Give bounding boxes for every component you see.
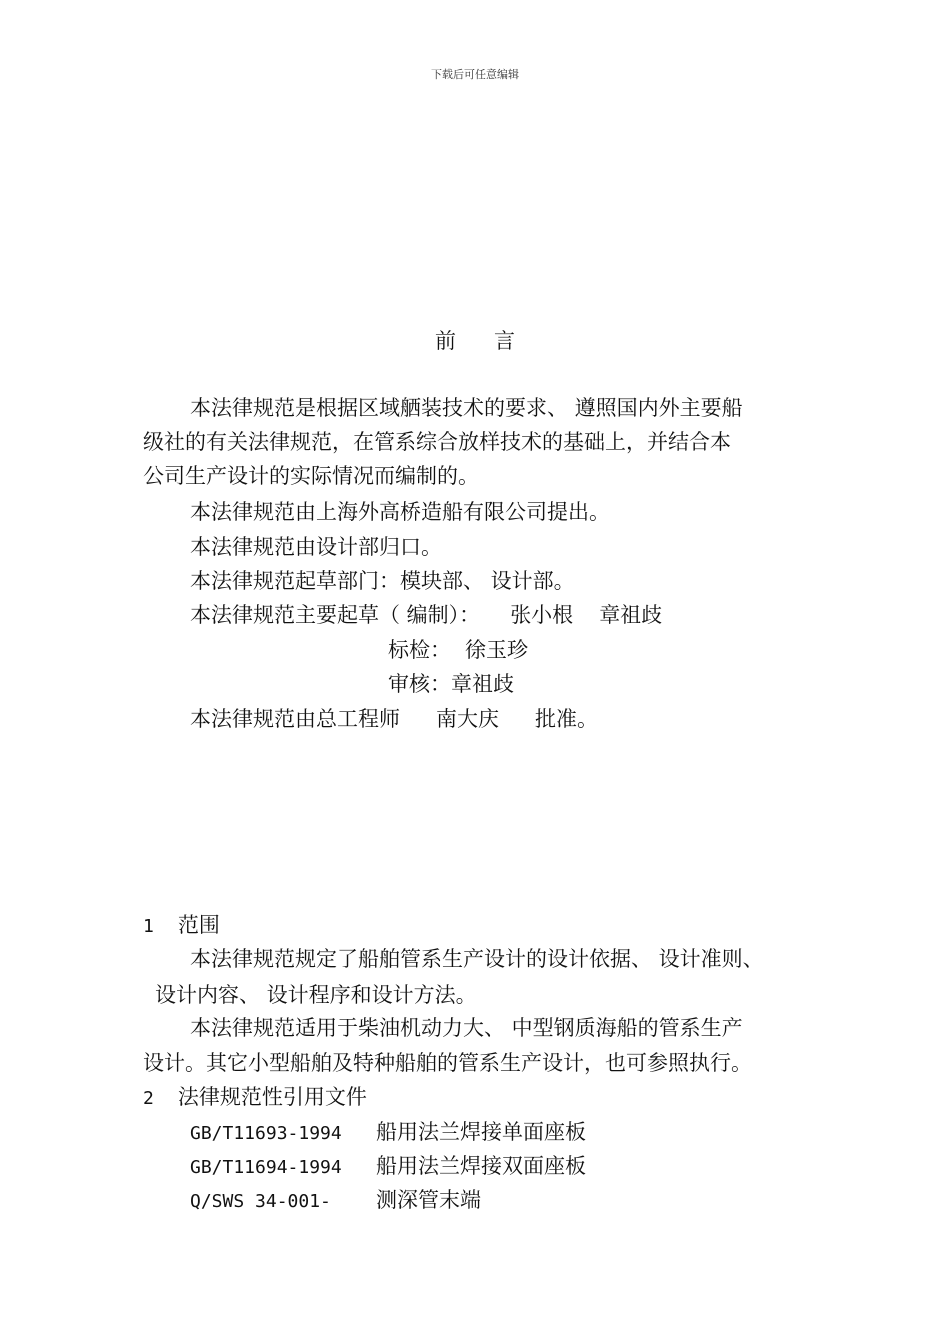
preface-para1-line3: 公司生产设计的实际情况而编制的。 xyxy=(143,464,479,488)
section1-para2-line1: 本法律规范适用于柴油机动力大、 中型钢质海船的管系生产 xyxy=(190,1016,743,1040)
section2-number: 2 xyxy=(143,1088,154,1109)
review-label: 审核： xyxy=(388,672,451,696)
approval-suffix: 批准。 xyxy=(535,707,598,731)
reference-code: Q/SWS 34-001- xyxy=(190,1191,331,1212)
section1-heading xyxy=(143,910,220,942)
reference-code: GB/T11694-1994 xyxy=(190,1157,342,1178)
preface-line-approval xyxy=(190,704,598,734)
preface-para1-line2: 级社的有关法律规范，在管系综合放样技术的基础上，并结合本 xyxy=(143,430,731,454)
section1-para1-line2: 设计内容、 设计程序和设计方法。 xyxy=(155,983,477,1007)
standard-check-name: 徐玉珍 xyxy=(465,638,528,662)
preface-line-drafters xyxy=(190,600,662,630)
standard-check-label: 标检： xyxy=(388,638,451,662)
preface-title: 前言 xyxy=(435,329,553,353)
drafters-label: 本法律规范主要起草（ 编制）： xyxy=(190,603,481,627)
reference-code: GB/T11693-1994 xyxy=(190,1123,342,1144)
review-name: 章祖歧 xyxy=(451,672,514,696)
approval-prefix: 本法律规范由总工程师 xyxy=(190,707,400,731)
preface-line-standard-check xyxy=(388,635,528,665)
section2-title: 法律规范性引用文件 xyxy=(177,1085,367,1109)
approval-name: 南大庆 xyxy=(436,707,499,731)
section2-heading xyxy=(143,1082,367,1114)
preface-line-drafting-dept: 本法律规范起草部门：模块部、 设计部。 xyxy=(190,569,575,593)
drafter-name-1: 张小根 xyxy=(510,603,574,627)
reference-item xyxy=(190,1117,586,1149)
reference-item xyxy=(190,1185,481,1217)
preface-line-proposed: 本法律规范由上海外高桥造船有限公司提出。 xyxy=(190,500,610,524)
preface-line-centralized: 本法律规范由设计部归口。 xyxy=(190,535,442,559)
section1-title: 范围 xyxy=(177,913,220,937)
header-note: 下载后可任意编辑 xyxy=(431,68,519,81)
drafter-name-2: 章祖歧 xyxy=(599,603,663,627)
preface-line-review xyxy=(388,669,514,699)
preface-para1-line1: 本法律规范是根据区域舾装技术的要求、 遵照国内外主要船 xyxy=(190,396,743,420)
section1-number: 1 xyxy=(143,916,154,937)
reference-name: 测深管末端 xyxy=(376,1188,481,1212)
section1-para2-line2: 设计。其它小型船舶及特种船舶的管系生产设计，也可参照执行。 xyxy=(143,1051,752,1075)
reference-name: 船用法兰焊接单面座板 xyxy=(376,1120,586,1144)
section1-para1-line1: 本法律规范规定了船舶管系生产设计的设计依据、 设计准则、 xyxy=(190,947,764,971)
reference-item xyxy=(190,1151,586,1183)
reference-name: 船用法兰焊接双面座板 xyxy=(376,1154,586,1178)
